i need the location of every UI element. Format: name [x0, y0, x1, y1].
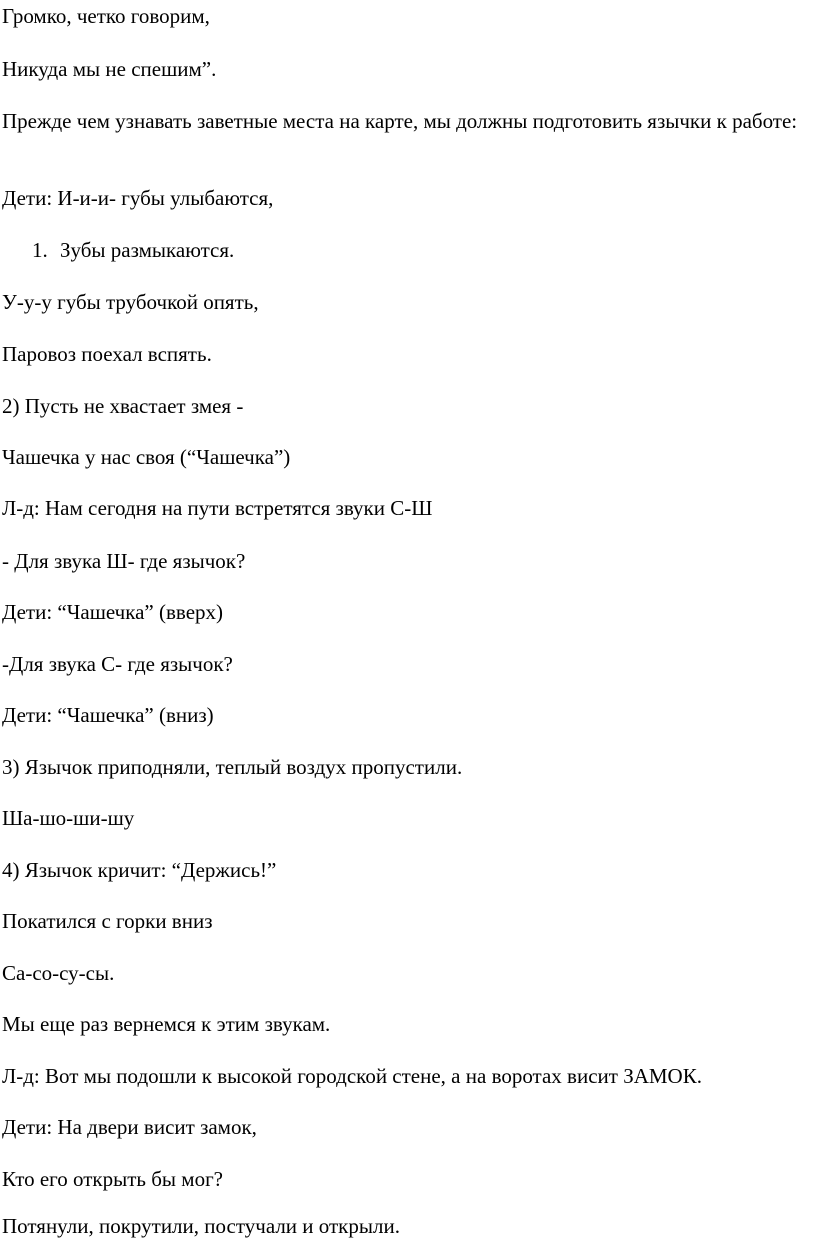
text-line: Дети: На двери висит замок,	[2, 1115, 257, 1139]
text-line: Покатился с горки вниз	[2, 909, 213, 933]
text-line: Л-д: Вот мы подошли к высокой городской стене, а на воротах висит ЗАМОК.	[2, 1064, 702, 1088]
list-item-text: Зубы размыкаются.	[60, 238, 235, 262]
text-line: Потянули, покрутили, постучали и открыли.	[2, 1214, 400, 1238]
text-line: Громко, четко говорим,	[2, 4, 210, 28]
text-paragraph: Прежде чем узнавать заветные места на карте, мы должны подготовить язычки к работе:	[2, 109, 798, 133]
text-line: Дети: “Чашечка” (вниз)	[2, 703, 214, 727]
text-line: -Для звука С- где язычок?	[2, 652, 233, 676]
text-line: 4) Язычок кричит: “Держись!”	[2, 858, 277, 882]
list-item	[32, 237, 234, 263]
text-line: Са-со-су-сы.	[2, 961, 115, 985]
text-line: Чашечка у нас своя (“Чашечка”)	[2, 445, 291, 469]
text-line: 2) Пусть не хвастает змея -	[2, 394, 244, 418]
text-line: Дети: И-и-и- губы улыбаются,	[2, 186, 274, 210]
text-line: Дети: “Чашечка” (вверх)	[2, 600, 224, 624]
text-line: У-у-у губы трубочкой опять,	[2, 290, 259, 314]
text-line: - Для звука Ш- где язычок?	[2, 549, 246, 573]
list-number: 1.	[32, 238, 48, 262]
text-line: Кто его открыть бы мог?	[2, 1167, 224, 1191]
text-line: Никуда мы не спешим”.	[2, 57, 217, 81]
text-line: Паровоз поехал вспять.	[2, 342, 212, 366]
text-line: 3) Язычок приподняли, теплый воздух пропустили.	[2, 755, 463, 779]
text-line: Л-д: Нам сегодня на пути встретятся звуки С-Ш	[2, 496, 433, 520]
text-line: Мы еще раз вернемся к этим звукам.	[2, 1012, 331, 1036]
text-line: Ша-шо-ши-шу	[2, 806, 135, 830]
